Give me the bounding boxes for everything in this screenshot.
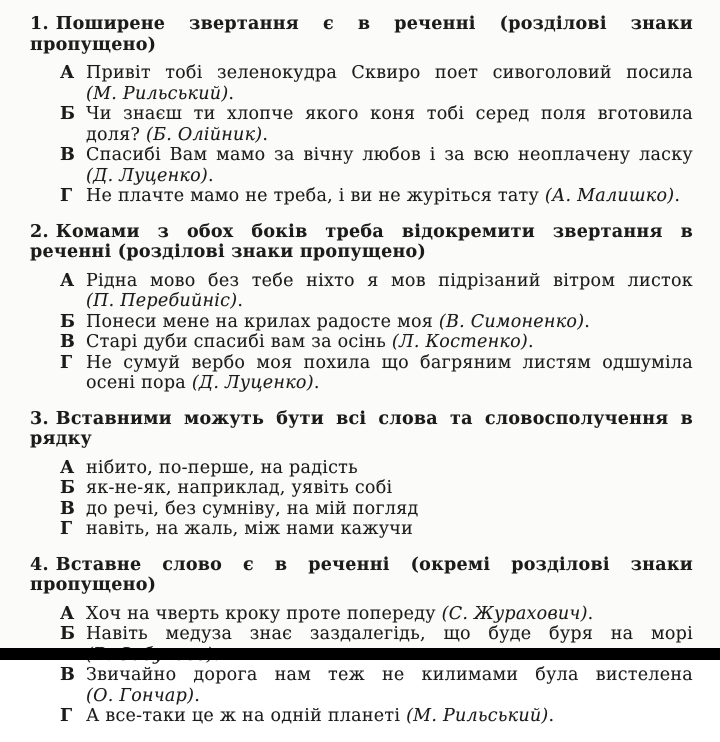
question-block-4 <box>30 555 693 727</box>
option-letter: Б <box>60 311 75 332</box>
option-text: Чи знаєш ти хлопче якого коня тобі серед поля вготовила доля? <box>86 104 693 145</box>
option-text: Спасибі Вам мамо за вічну любов і за всю неоплачену ласку <box>86 145 693 165</box>
option-row <box>60 458 693 479</box>
option-text: Навіть медуза знає заздалегідь, що буде буря на морі <box>86 624 693 644</box>
options-list <box>60 271 693 394</box>
option-source: (М. Рильський) <box>86 83 229 104</box>
option-letter: В <box>60 332 75 352</box>
option-source: (В. Симоненко) <box>438 311 585 332</box>
option-text: до речі, без сумніву, на мій погляд <box>86 498 419 519</box>
option-text: Не сумуй вербо моя похила що багряним листям одшуміла осені пора <box>86 352 693 393</box>
option-body <box>86 665 693 706</box>
option-body <box>86 499 693 520</box>
option-source: (Б. Олійник) <box>146 124 263 145</box>
option-body <box>86 519 693 540</box>
option-tail: . <box>208 165 214 186</box>
option-tail: . <box>584 311 591 332</box>
option-body <box>86 706 693 727</box>
option-body <box>86 186 693 207</box>
question-title <box>30 555 693 596</box>
question-number: 4. <box>30 554 49 575</box>
option-text: Звичайно дорога нам теж не килимами була вистелена <box>86 665 693 685</box>
option-tail: . <box>528 332 534 352</box>
option-tail: . <box>228 83 235 104</box>
options-list <box>60 63 693 207</box>
question-block-1 <box>30 14 693 207</box>
question-number: 3. <box>30 408 49 429</box>
question-title-text: Комами з обох боків треба відокремити звертання в реченні (розділові знаки пропущено) <box>30 221 693 262</box>
option-letter: А <box>60 63 75 83</box>
option-letter: А <box>60 270 75 291</box>
option-text: Рідна мово без тебе ніхто я мов підрізаний вітром листок <box>86 270 693 291</box>
options-list <box>60 604 693 727</box>
option-row <box>60 499 693 520</box>
option-tail: . <box>262 124 269 145</box>
option-source: (А. Малишко) <box>544 186 675 206</box>
option-tail: . <box>313 373 320 393</box>
question-title-text: Вставне слово є в реченні (окремі розділові знаки пропущено) <box>30 554 693 595</box>
option-letter: Г <box>60 186 73 206</box>
option-row <box>60 63 693 104</box>
option-row <box>60 312 693 333</box>
option-text: Понеси мене на крилах радосте моя <box>86 311 434 332</box>
option-source: (Л. Костенко) <box>391 332 529 352</box>
question-title-text: Вставними можуть бути всі слова та словосполучення в рядку <box>30 408 693 449</box>
option-source: (О. Гончар) <box>86 685 195 706</box>
option-body <box>86 353 693 394</box>
option-row <box>60 706 693 727</box>
option-body <box>86 271 693 312</box>
option-tail: . <box>548 706 555 726</box>
option-tail: . <box>237 291 244 311</box>
options-list <box>60 458 693 540</box>
option-source: (М. Рильський) <box>406 706 549 726</box>
option-row <box>60 271 693 312</box>
option-body <box>86 332 693 353</box>
option-text: як-не-як, наприклад, уявіть собі <box>86 478 393 498</box>
question-title <box>30 14 693 55</box>
option-letter: Г <box>60 706 73 726</box>
option-body <box>86 104 693 145</box>
option-body <box>86 145 693 186</box>
option-body <box>86 478 693 499</box>
question-number: 1. <box>30 14 49 34</box>
question-title <box>30 222 693 263</box>
option-tail: . <box>674 186 681 206</box>
option-text: Хоч на чверть кроку проте попереду <box>86 603 436 624</box>
option-body <box>86 458 693 479</box>
option-letter: Б <box>60 104 75 124</box>
option-row <box>60 186 693 207</box>
option-text: Не плачте мамо не треба, і ви не журіться тату <box>86 186 540 206</box>
question-title-text: Поширене звертання є в реченні (розділові знаки пропущено) <box>30 14 693 55</box>
option-letter: Б <box>60 478 75 498</box>
option-body <box>86 312 693 333</box>
option-source: (С. Журахович) <box>441 603 588 624</box>
option-row <box>60 104 693 145</box>
option-source: (П. Перебийніс) <box>86 291 238 311</box>
question-number: 2. <box>30 221 49 242</box>
option-row <box>60 519 693 540</box>
option-letter: Г <box>60 519 73 539</box>
option-letter: В <box>60 665 75 685</box>
option-letter: А <box>60 603 75 624</box>
option-row <box>60 604 693 625</box>
option-text: Старі дуби спасибі вам за осінь <box>86 332 387 352</box>
option-text: Привіт тобі зеленокудра Сквиро поет сивоголовий посила <box>86 63 693 83</box>
option-letter: Б <box>60 624 75 644</box>
option-source: (Д. Луценко) <box>86 165 208 186</box>
option-body <box>86 604 693 625</box>
option-row <box>60 332 693 353</box>
question-block-3 <box>30 409 693 540</box>
option-source: (Д. Луценко) <box>191 373 314 393</box>
option-row <box>60 665 693 706</box>
test-content <box>30 14 693 742</box>
option-row <box>60 145 693 186</box>
option-letter: В <box>60 145 75 165</box>
option-row <box>60 478 693 499</box>
option-tail: . <box>587 603 594 624</box>
option-text: навіть, на жаль, між нами кажучи <box>86 519 414 539</box>
option-letter: В <box>60 498 75 519</box>
option-tail: . <box>194 685 201 706</box>
option-letter: Г <box>60 352 73 373</box>
option-letter: А <box>60 457 75 478</box>
option-body <box>86 63 693 104</box>
option-row <box>60 353 693 394</box>
question-title <box>30 409 693 450</box>
question-block-2 <box>30 222 693 394</box>
option-text: нібито, по-перше, на радість <box>86 457 358 478</box>
bottom-black-bar <box>0 648 720 660</box>
option-text: А все-таки це ж на одній планеті <box>86 706 401 726</box>
